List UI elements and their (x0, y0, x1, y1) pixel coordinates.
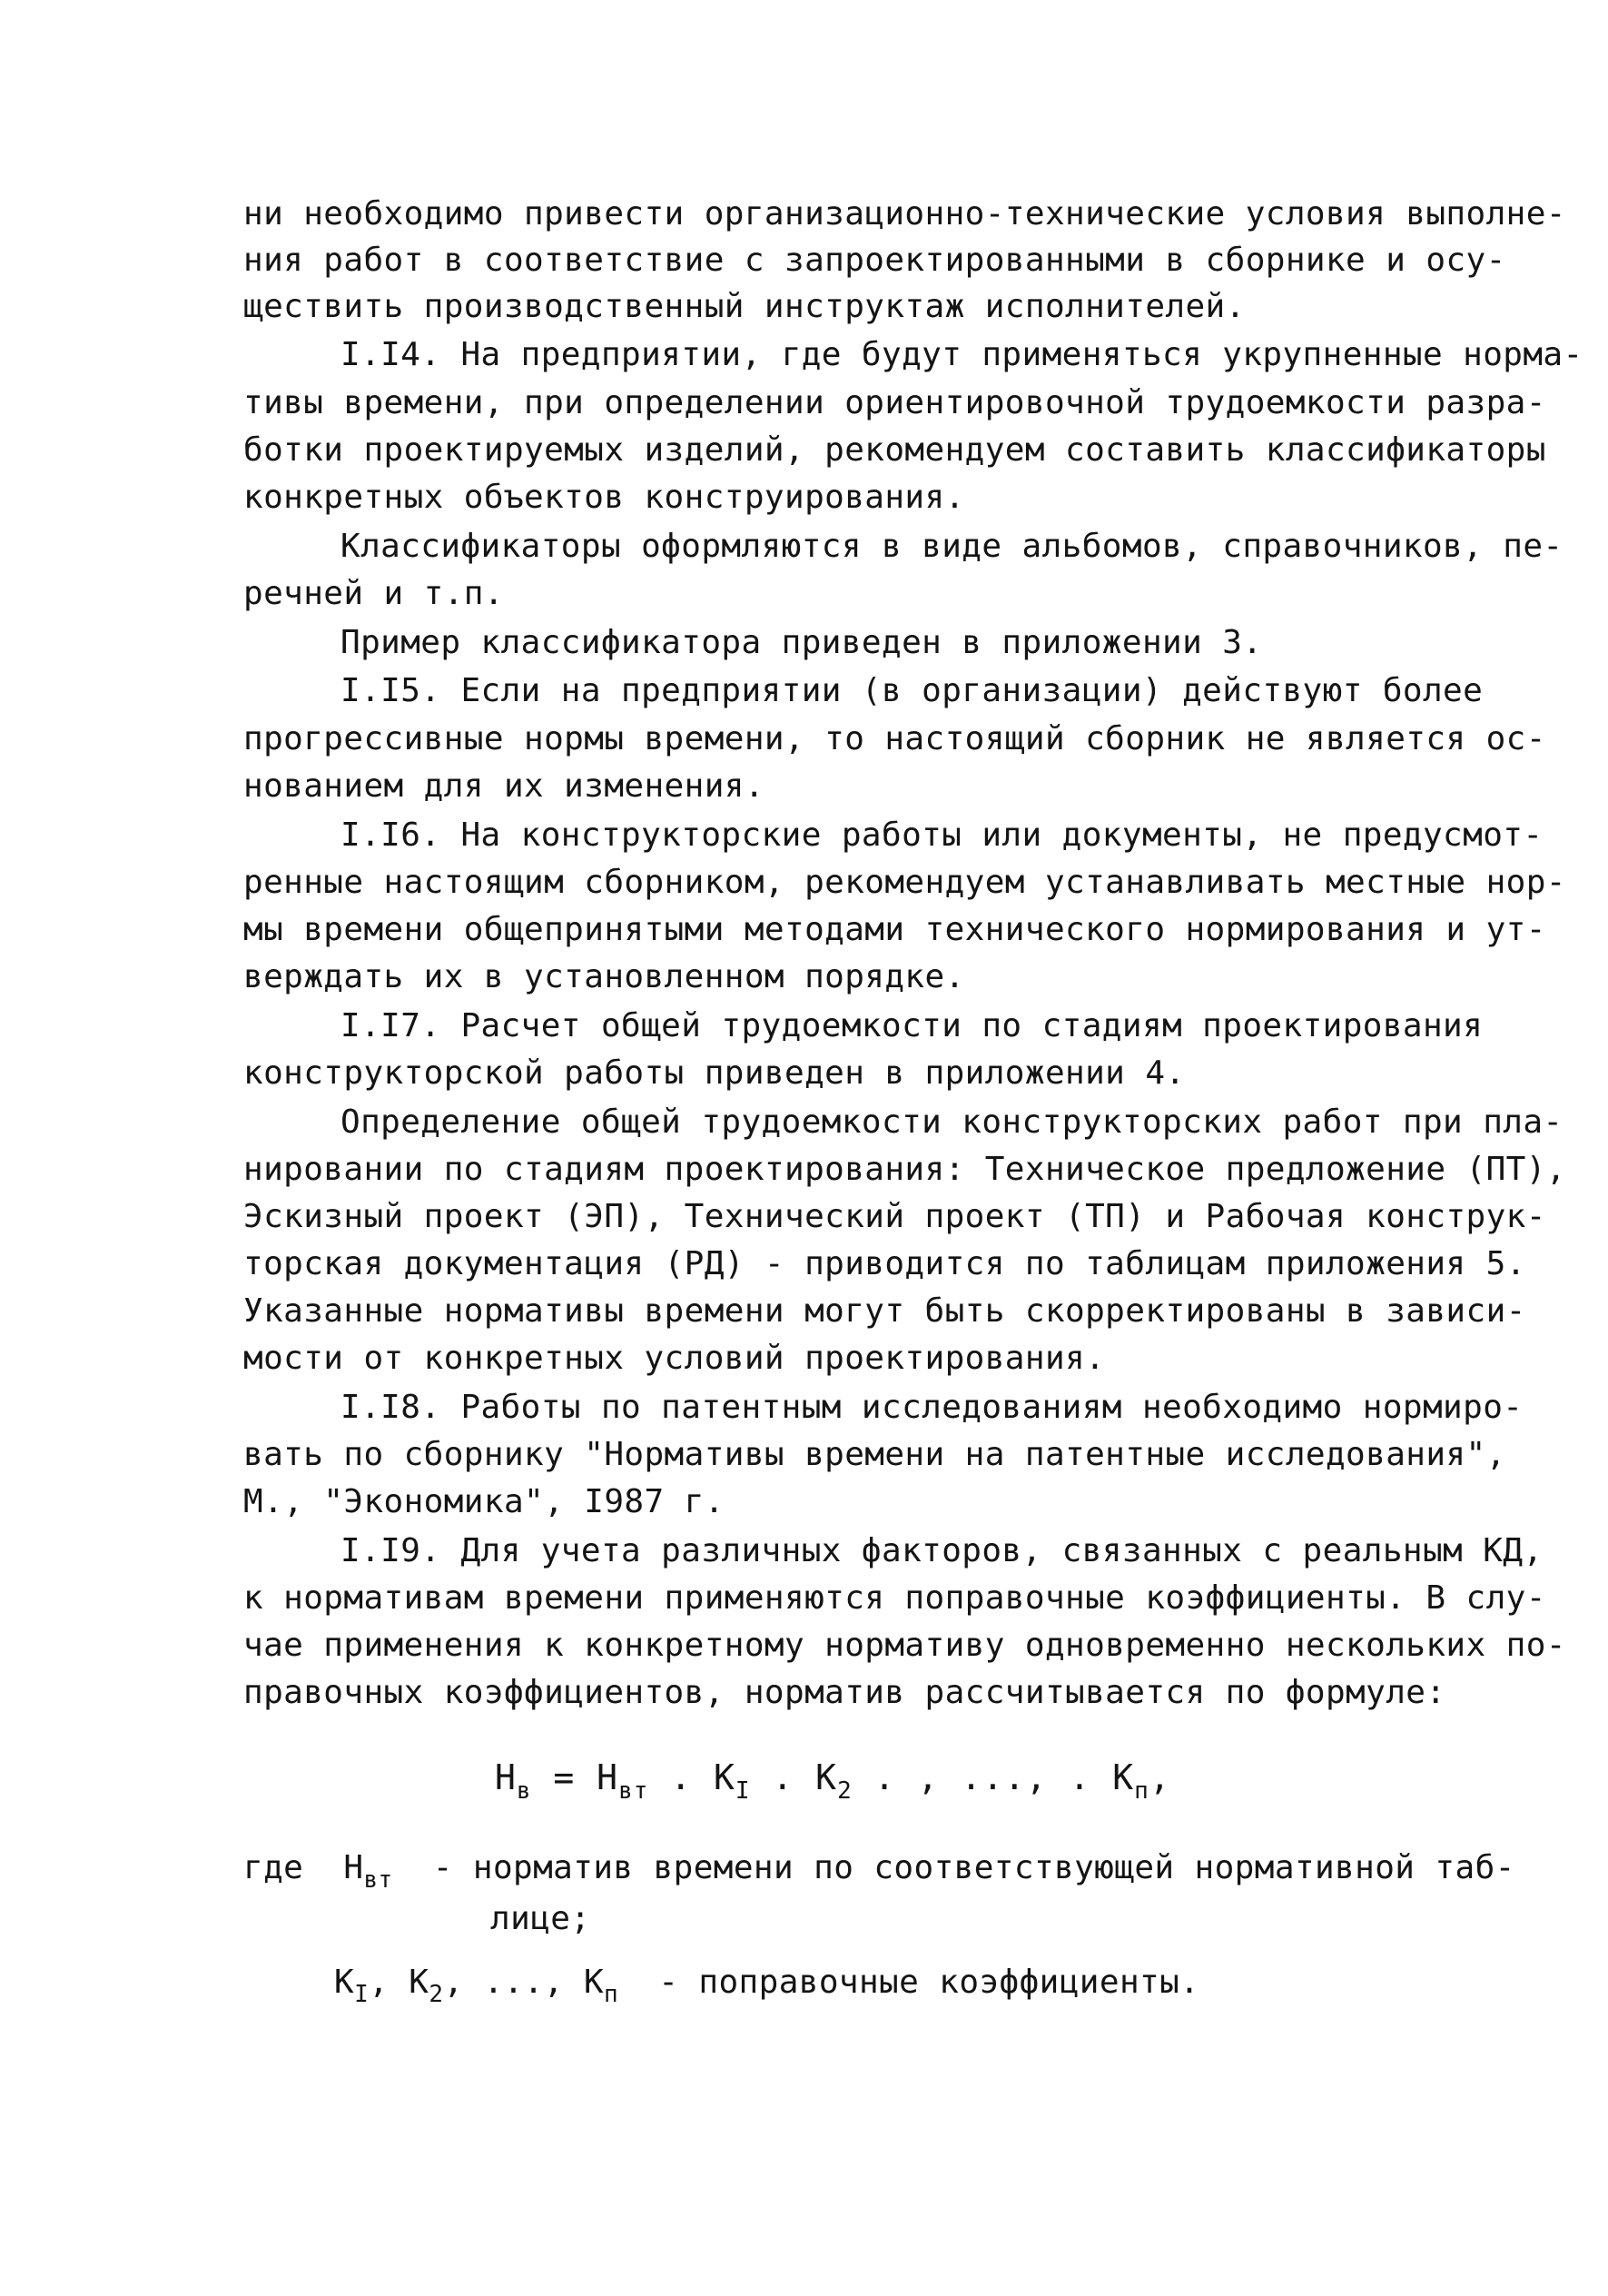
paragraph-1-17-start: I.I7. Расчет общей трудоемкости по стадиям проектирования (340, 1007, 1484, 1044)
formula (495, 1757, 1171, 1805)
coeff-subscript: I (354, 1981, 370, 2008)
text-line: конкретных объектов конструирования. (243, 479, 965, 516)
text-line: ботки проектируемых изделий, рекомендуем составить классификаторы (243, 431, 1546, 469)
formula-subscript: в (516, 1777, 532, 1805)
formula-subscript: п (1134, 1777, 1149, 1805)
text-line: конструкторской работы приведен в приложении 4. (243, 1054, 1186, 1092)
formula-subscript: I (735, 1777, 751, 1805)
coeff-text: , ..., К (443, 1964, 605, 2001)
paragraph-1-16-start: I.I6. На конструкторские работы или документы, не предусмот- (340, 816, 1544, 854)
where-subscript: вт (363, 1866, 393, 1894)
where-line-continuation: лице; (490, 1900, 591, 1937)
text-line: правочных коэффициентов, норматив рассчитывается по формуле: (243, 1674, 1446, 1711)
text-line: Эскизный проект (ЭП), Технический проект (ТП) и Рабочая конструк- (243, 1198, 1546, 1235)
paragraph-1-14-start: I.I4. На предприятии, где будут применяться укрупненные норма- (340, 336, 1583, 373)
text-line: Классификаторы оформляются в виде альбомов, справочников, пе- (340, 528, 1564, 565)
text-line: торская документация (РД) - приводится по таблицам приложения 5. (243, 1245, 1526, 1282)
paragraph-1-18-start: I.I8. Работы по патентным исследованиям необходимо нормиро- (340, 1389, 1524, 1426)
text-line: чае применения к конкретному нормативу одновременно нескольких по- (243, 1627, 1566, 1664)
formula-text: = Н (531, 1757, 619, 1797)
text-line: ренные настоящим сборником, рекомендуем устанавливать местные нор- (243, 864, 1566, 901)
formula-text: . , ..., . К (852, 1757, 1135, 1797)
coeff-subscript: 2 (429, 1981, 444, 2008)
text-line: ни необходимо привести организационно-технические условия выполне- (243, 195, 1566, 233)
text-line: верждать их в установленном порядке. (243, 958, 965, 995)
text-line: Определение общей трудоемкости конструкторских работ при пла- (340, 1103, 1564, 1141)
formula-text: . К (648, 1757, 735, 1797)
text-line: мы времени общепринятыми методами технического нормирования и ут- (243, 911, 1546, 948)
text-line: Пример классификатора приведен в приложении 3. (340, 624, 1263, 661)
where-line (243, 1846, 1515, 1894)
coeff-definition: - поправочные коэффициенты. (658, 1964, 1200, 2001)
text-line: прогрессивные нормы времени, то настоящий сборник не является ос- (243, 720, 1546, 757)
formula-subscript: 2 (837, 1777, 853, 1805)
coeff-text: , К (369, 1964, 429, 2001)
text-line: нованием для их изменения. (243, 767, 765, 805)
text-line: к нормативам времени применяются поправочные коэффициенты. В слу- (243, 1579, 1546, 1617)
where-definition: - норматив времени по соответствующей нормативной таб- (432, 1849, 1515, 1886)
formula-symbol: Н (495, 1757, 517, 1797)
text-line: вать по сборнику "Нормативы времени на патентные исследования", (243, 1436, 1506, 1473)
coefficients-line (334, 1960, 1200, 2008)
paragraph-1-15-start: I.I5. Если на предприятии (в организации) действуют более (340, 672, 1484, 709)
text-line: тивы времени, при определении ориентировочной трудоемкости разра- (243, 384, 1546, 421)
text-line: ществить производственный инструктаж исполнителей. (243, 288, 1246, 325)
text-line: ния работ в соответствие с запроектированными в сборнике и осу- (243, 242, 1506, 279)
paragraph-1-19-start: I.I9. Для учета различных факторов, связанных с реальным КД, (340, 1532, 1544, 1569)
where-word: где (243, 1849, 304, 1886)
coeff-subscript: п (604, 1981, 619, 2008)
text-line: М., "Экономика", I987 г. (243, 1483, 725, 1520)
text-line: речней и т.п. (243, 575, 504, 612)
where-symbol: Н (343, 1849, 364, 1886)
coeff-symbol: К (334, 1964, 355, 2001)
text-line: Указанные нормативы времени могут быть скорректированы в зависи- (243, 1292, 1526, 1330)
formula-text: , (1149, 1757, 1171, 1797)
formula-subscript: вт (618, 1777, 649, 1805)
formula-text: . К (750, 1757, 838, 1797)
text-line: нировании по стадиям проектирования: Техническое предложение (ПТ), (243, 1151, 1566, 1188)
text-line: мости от конкретных условий проектирования. (243, 1340, 1106, 1377)
